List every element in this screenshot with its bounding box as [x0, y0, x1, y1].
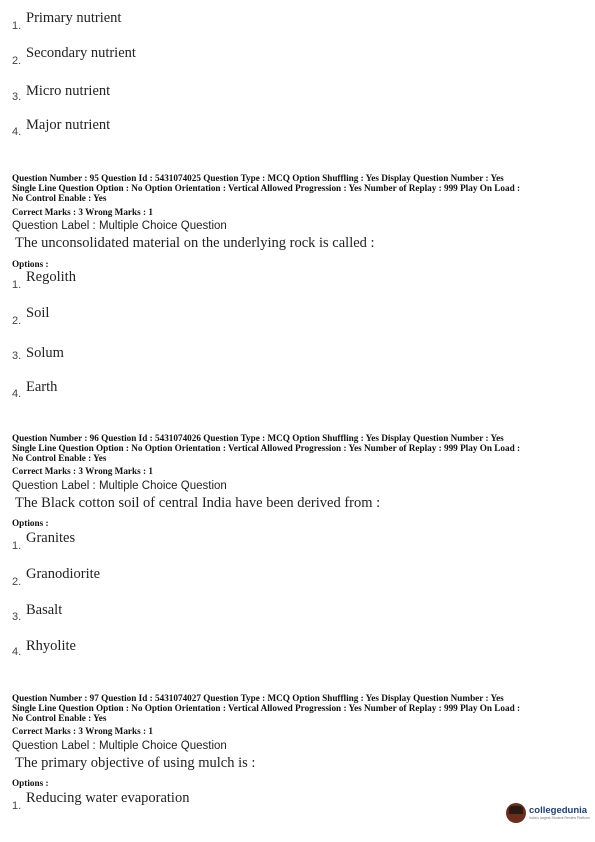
option-text: Solum — [26, 345, 64, 361]
option-number: 3. — [12, 350, 22, 362]
option-text: Secondary nutrient — [26, 45, 136, 61]
logo-text — [529, 806, 590, 821]
options-label: Options : — [12, 778, 49, 788]
option-text: Rhyolite — [26, 638, 76, 654]
meta-line: No Control Enable : Yes — [12, 713, 107, 723]
option-text: Regolith — [26, 269, 76, 285]
meta-line: No Control Enable : Yes — [12, 453, 107, 463]
meta-line: Question Number : 96 Question Id : 5431074026 Question Type : MCQ Option Shuffling : Yes Display Question Number : Yes — [12, 433, 504, 443]
option-number: 4. — [12, 126, 22, 138]
option-text: Micro nutrient — [26, 83, 111, 99]
option-number: 4. — [12, 646, 22, 658]
mascot-icon — [506, 803, 526, 823]
option-number: 3. — [12, 611, 22, 623]
option-text: Granodiorite — [26, 566, 101, 582]
option-number: 4. — [12, 388, 22, 400]
question-marks: Correct Marks : 3 Wrong Marks : 1 — [12, 726, 153, 736]
question-marks: Correct Marks : 3 Wrong Marks : 1 — [12, 207, 153, 217]
question-label: Question Label : Multiple Choice Question — [12, 740, 227, 752]
option-number: 2. — [12, 576, 22, 588]
meta-line: Single Line Question Option : No Option Orientation : Vertical Allowed Progression : Yes Number of Replay : 999 Play On Load : — [12, 443, 521, 453]
collegedunia-logo — [506, 803, 590, 823]
question-meta — [12, 173, 587, 203]
option-text: Major nutrient — [26, 117, 111, 133]
options-label: Options : — [12, 259, 49, 269]
meta-line: No Control Enable : Yes — [12, 193, 107, 203]
option-text: Soil — [26, 305, 50, 321]
option-text: Granites — [26, 530, 76, 546]
question-label: Question Label : Multiple Choice Question — [12, 480, 227, 492]
options-label: Options : — [12, 518, 49, 528]
option-text: Basalt — [26, 602, 63, 618]
question-text: The primary objective of using mulch is : — [15, 755, 256, 771]
option-number: 2. — [12, 55, 22, 67]
logo-tagline: India's largest Student Review Platform — [529, 815, 590, 820]
question-text: The unconsolidated material on the underlying rock is called : — [15, 235, 375, 251]
meta-line: Single Line Question Option : No Option Orientation : Vertical Allowed Progression : Yes Number of Replay : 999 Play On Load : — [12, 703, 521, 713]
question-marks: Correct Marks : 3 Wrong Marks : 1 — [12, 466, 153, 476]
option-number: 1. — [12, 800, 22, 812]
option-number: 1. — [12, 279, 22, 291]
meta-line: Question Number : 97 Question Id : 5431074027 Question Type : MCQ Option Shuffling : Yes Display Question Number : Yes — [12, 693, 504, 703]
option-number: 1. — [12, 540, 22, 552]
option-number: 3. — [12, 91, 22, 103]
logo-name: collegedunia — [529, 804, 588, 816]
option-number: 1. — [12, 20, 22, 32]
option-text: Reducing water evaporation — [26, 790, 190, 806]
question-text: The Black cotton soil of central India have been derived from : — [15, 495, 381, 511]
meta-line: Question Number : 95 Question Id : 5431074025 Question Type : MCQ Option Shuffling : Yes Display Question Number : Yes — [12, 173, 504, 183]
question-meta — [12, 693, 587, 723]
question-label: Question Label : Multiple Choice Question — [12, 220, 227, 232]
question-meta — [12, 433, 587, 463]
option-number: 2. — [12, 315, 22, 327]
option-text: Primary nutrient — [26, 10, 122, 26]
meta-line: Single Line Question Option : No Option Orientation : Vertical Allowed Progression : Yes Number of Replay : 999 Play On Load : — [12, 183, 521, 193]
option-text: Earth — [26, 379, 58, 395]
